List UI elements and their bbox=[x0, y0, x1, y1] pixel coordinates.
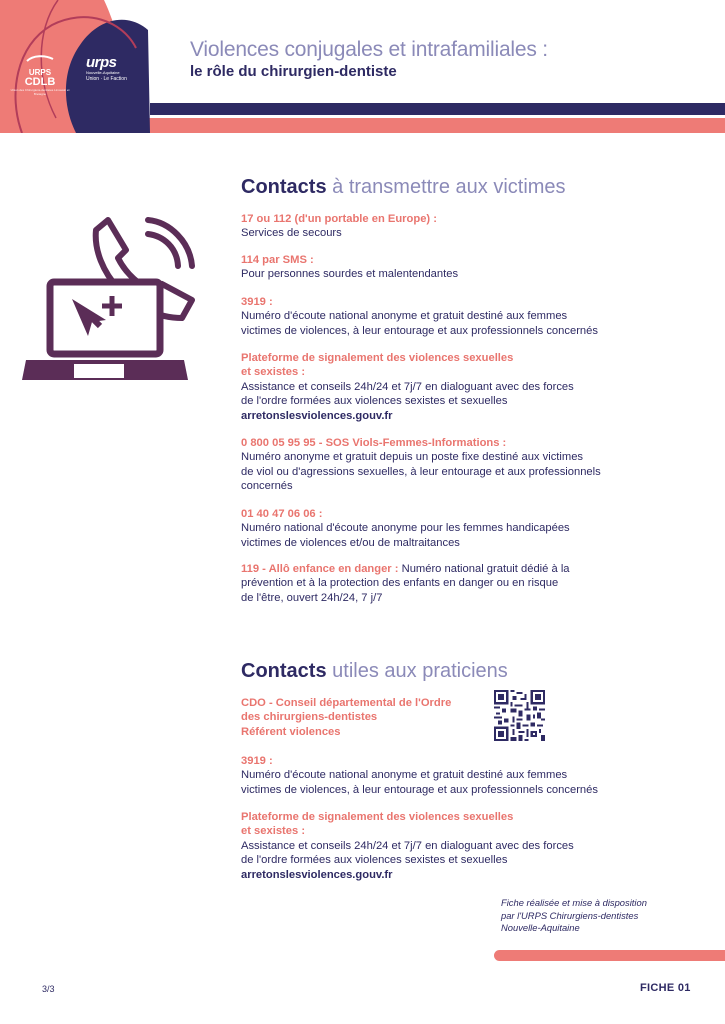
plateforme-link[interactable]: arretonslesviolences.gouv.fr bbox=[241, 409, 393, 422]
contact-entry-handicap: 01 40 47 06 06 : Numéro national d'écoute anonyme pour les femmes handicapées victimes de violences et/ou de maltraitances bbox=[241, 508, 570, 549]
contact-entry-3919-pro: 3919 : Numéro d'écoute national anonyme et gratuit destiné aux femmes victimes de violences, à leur entourage et aux professionnels concernés bbox=[241, 755, 598, 796]
logo-mark-icon bbox=[25, 54, 55, 63]
fiche-label: FICHE 01 bbox=[640, 982, 691, 994]
page-title bbox=[190, 38, 548, 82]
plateforme-link-pro[interactable]: arretonslesviolences.gouv.fr bbox=[241, 868, 393, 881]
contact-entry-cdo: CDO - Conseil départemental de l'Ordre des chirurgiens-dentistes Référent violences bbox=[241, 697, 452, 738]
title-line-1: Violences conjugales et intrafamiliales : bbox=[190, 38, 548, 61]
contact-entry-sms: 114 par SMS : Pour personnes sourdes et malentendantes bbox=[241, 254, 459, 281]
footer-bar bbox=[494, 950, 725, 961]
header-banner bbox=[0, 0, 725, 133]
contact-entry-plateforme: Plateforme de signalement des violences sexuelles et sexistes : Assistance et conseils 24h/24 et 7j/7 en dialoguant avec des forces de l'ordre formées aux violences sexistes et sexuelles arretonslesviolences.gouv.fr bbox=[241, 351, 621, 423]
contact-entry-119: 119 - Allô enfance en danger : Numéro national gratuit dédié à la prévention et à la protection des enfants en danger ou en risque de l'être, ouvert 24h/24, 7 j/7 bbox=[241, 563, 570, 604]
credit-note: Fiche réalisée et mise à disposition par l'URPS Chirurgiens-dentistes Nouvelle-Aquitaine bbox=[501, 897, 647, 933]
title-line-2: le rôle du chirurgien-dentiste bbox=[190, 63, 397, 80]
contact-entry-plateforme-pro: Plateforme de signalement des violences sexuelles et sexistes : Assistance et conseils 24h/24 et 7j/7 en dialoguant avec des forces de l'ordre formées aux violences sexistes et sexuelles arretonslesviolences.gouv.fr bbox=[241, 810, 621, 882]
page-number: 3/3 bbox=[42, 984, 55, 994]
logo-urps-cdlb: URPS CDLB Union des Chirurgiens-dentistes Limousin et Bretagne bbox=[8, 50, 72, 96]
contact-entry-sos-viols: 0 800 05 95 95 - SOS Viols-Femmes-Informations : Numéro anonyme et gratuit depuis un poste fixe destiné aux victimes de viol ou d'agressions sexuelles, à leur entourage et aux professionnels concernés bbox=[241, 437, 601, 493]
contact-entry-3919: 3919 : Numéro d'écoute national anonyme et gratuit destiné aux femmes victimes de violences, à leur entourage et aux professionnels concernés bbox=[241, 296, 598, 337]
qr-code-icon[interactable] bbox=[494, 690, 545, 741]
section-title-victims: Contacts à transmettre aux victimes bbox=[241, 176, 566, 198]
contact-entry-secours: 17 ou 112 (d'un portable en Europe) : Services de secours bbox=[241, 213, 437, 240]
logo-urps: urps Nouvelle-Aquitaine Union · Le Faction bbox=[86, 54, 127, 82]
section-title-practitioners: Contacts utiles aux praticiens bbox=[241, 660, 508, 682]
laptop-phone-icon bbox=[22, 208, 212, 386]
